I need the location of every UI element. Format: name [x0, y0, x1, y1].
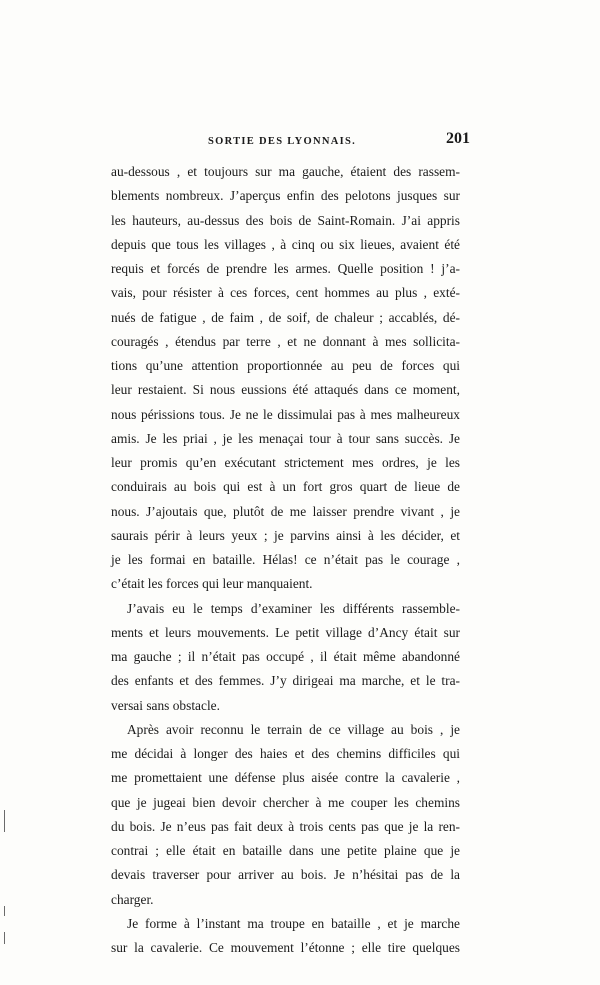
text-line: blements nombreux. J’aperçus enfin des pelotons jusques sur	[111, 188, 460, 204]
text-line: devais traverser pour arriver au bois. Je n’hésitai pas de la	[111, 867, 460, 883]
text-line: amis. Je les priai , je les menaçai tour à tour sans succès. Je	[111, 430, 460, 446]
text-line: Après avoir reconnu le terrain de ce village au bois , je	[127, 721, 460, 737]
text-line: leur promis qu’en exécutant strictement mes ordres, je les	[111, 455, 460, 470]
paragraph	[111, 597, 460, 718]
page-number: 201	[446, 130, 470, 147]
text-line: me promettaient une défense plus aisée contre la cavalerie ,	[111, 770, 460, 786]
text-line: que je jugeai bien devoir chercher à me couper les chemins	[111, 794, 460, 810]
scan-mark	[4, 906, 5, 916]
paragraph	[111, 718, 460, 912]
paragraph	[111, 160, 460, 597]
text-line: conduirais au bois qui est à un fort gros quart de lieue de	[111, 479, 460, 495]
text-line: contrai ; elle était en bataille dans une petite plaine que je	[111, 843, 460, 858]
scan-mark	[4, 932, 5, 944]
text-line: me décidai à longer des haies et des chemins difficiles qui	[111, 746, 460, 761]
text-line: Je forme à l’instant ma troupe en bataille , et je marche	[127, 915, 460, 931]
text-line: les hauteurs, au-dessus des bois de Saint-Romain. J’ai appris	[111, 212, 460, 228]
paragraph	[111, 912, 460, 961]
text-line: ments et leurs mouvements. Le petit village d’Ancy était sur	[111, 624, 460, 640]
page-header	[110, 130, 470, 152]
text-line: nous périssions tous. Je ne le dissimulai pas à mes malheureux	[111, 406, 460, 422]
text-line: couragés , étendus par terre , et ne donnant à mes sollicita-	[111, 333, 460, 349]
text-line: du bois. Je n’eus pas fait deux à trois cents pas que je la ren-	[111, 818, 460, 834]
text-line: leur restaient. Si nous eussions été attaqués dans ce moment,	[111, 382, 460, 398]
text-line: versai sans obstacle.	[111, 697, 220, 713]
text-line: je les formai en bataille. Hélas! ce n’était pas le courage ,	[111, 552, 460, 567]
text-line: vais, pour résister à ces forces, cent hommes au plus , exté-	[111, 285, 460, 301]
body-text	[111, 160, 460, 960]
text-line: requis et forcés de prendre les armes. Quelle position ! j’a-	[111, 261, 460, 276]
text-line: nués de fatigue , de faim , de soif, de chaleur ; accablés, dé-	[111, 309, 460, 325]
text-line: nous. J’ajoutais que, plutôt de me laisser prendre vivant , je	[111, 503, 460, 519]
text-line: sur la cavalerie. Ce mouvement l’étonne ; elle tire quelques	[111, 940, 460, 955]
text-line: charger.	[111, 891, 154, 907]
text-line: ma gauche ; il n’était pas occupé , il était même abandonné	[111, 649, 460, 664]
text-line: tions qu’une attention proportionnée au peu de forces qui	[111, 358, 460, 373]
scan-mark	[4, 810, 5, 832]
text-line: c’était les forces qui leur manquaient.	[111, 576, 313, 592]
running-title: SORTIE DES LYONNAIS.	[208, 136, 357, 147]
text-line: J’avais eu le temps d’examiner les différents rassemble-	[127, 600, 460, 616]
text-line: depuis que tous les villages , à cinq ou six lieues, avaient été	[111, 236, 460, 252]
text-line: saurais périr à leurs yeux ; je parvins ainsi à les décider, et	[111, 527, 460, 543]
text-line: des enfants et des femmes. J’y dirigeai ma marche, et le tra-	[111, 673, 460, 689]
text-line: au-dessous , et toujours sur ma gauche, étaient des rassem-	[111, 164, 460, 179]
